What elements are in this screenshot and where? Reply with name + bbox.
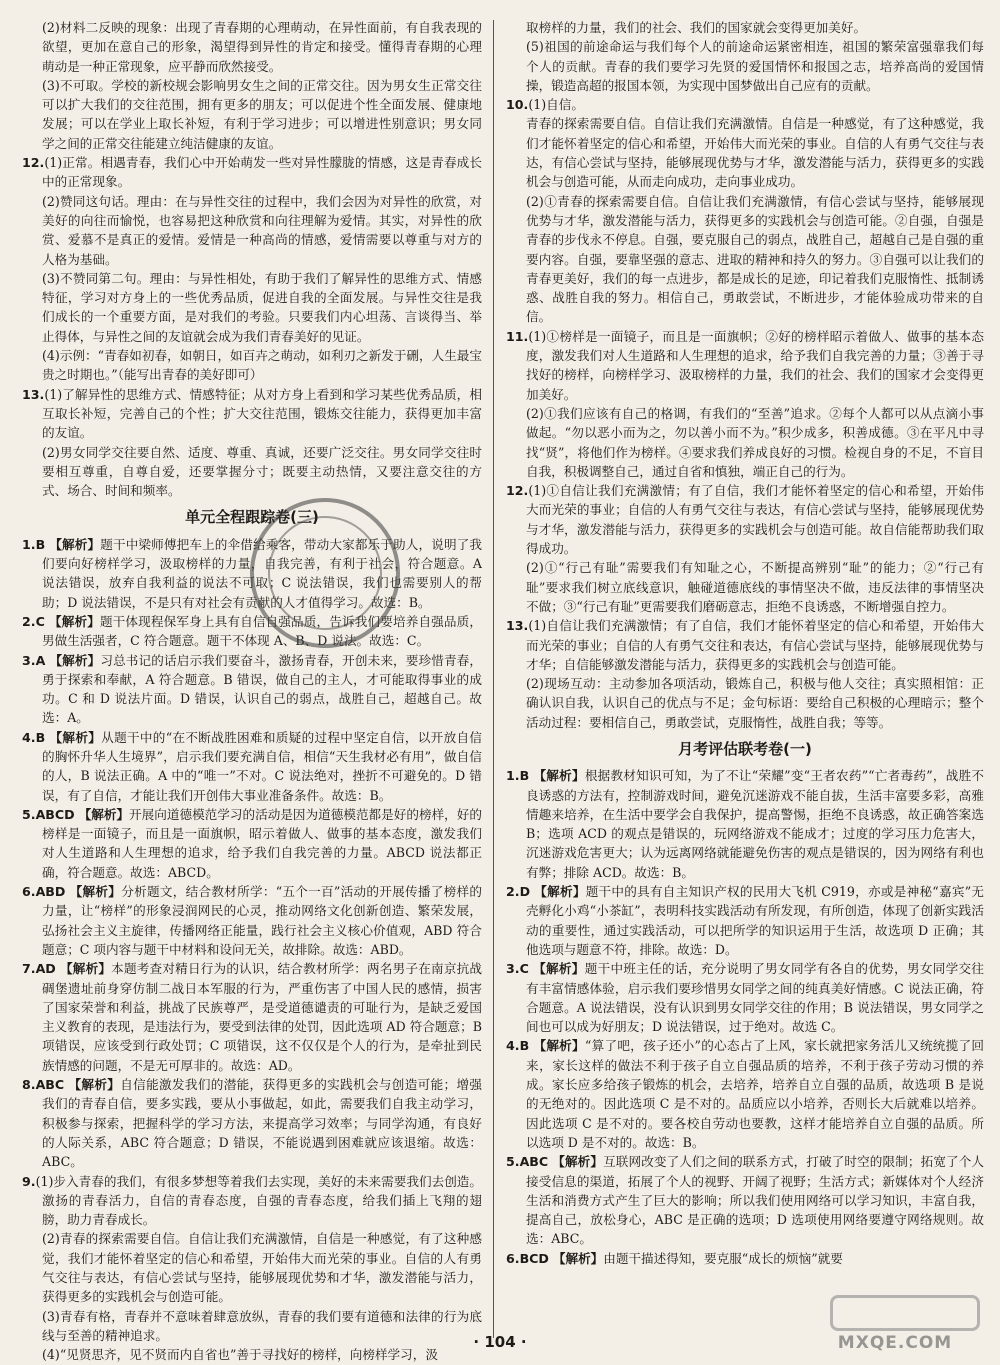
question-11 <box>506 327 984 481</box>
paragraph: (2)现场互动：主动参加各项活动，锻炼自己，积极与他人交往；真实照相馆：正确认识自我，认识自己的优点与不足；金句标语：要给自己积极的心理暗示；整个活动过程：要相信自己，勇敢尝试，克服惰性，战胜自我；等等。 <box>526 676 984 730</box>
paragraph: (4)示例：“青春如初春，如朝日，如百卉之萌动，如利刃之新发于硎，人生最宝贵之时期也。”（能写出青春的美好即可） <box>42 348 482 383</box>
answer-item: 4.B 【解析】“算了吧，孩子还小”的心态占了上风，家长就把家务活儿又统统揽了回来，家长这样的做法不利于孩子自立自强品质的培养，不利于孩子劳动习惯的养成。家长应多给孩子锻炼的机会，去培养，培养自立自强的品质，故选项 B 是说的无绝对的。因此选项 C 是不对的。品质应以小培养，否则长大后就难以培养。因此选项 C 是不对的。要各校自劳动也要教，这样才能培养自立自强的品质。所以选项 D 是不对的。故选：B。 <box>506 1038 984 1150</box>
answer-item: 4.B 【解析】从题干中的“在不断战胜困难和质疑的过程中坚定自信，以开放自信的胸怀升华人生境界”，启示我们要充满自信，相信“天生我材必有用”，做自信的人，B 说法正确。A 中的“唯一”不对。C 说法绝对，挫折不可避免的。D 错误，有了自信，才能让我们开创伟大事业准备条件。故选：B。 <box>22 729 482 803</box>
paragraph: (4)“见贤思齐，见不贤而内自省也”善于寻找好的榜样，向榜样学习，汲 <box>42 1347 438 1363</box>
question-number: 12. <box>22 155 45 171</box>
answer-item: 5.ABC 【解析】互联网改变了人们之间的联系方式，打破了时空的限制；拓宽了个人接受信息的渠道，拓展了个人的视野、开阔了视野；生活方式；新媒体对个人经济生活和消费方式产生了巨大的影响；所以我们使用网络可以学习知识，丰富自我，提高自己，放松身心，ABC 是正确的选项；D 选项使用网络要遵守网络规则。故选：ABC。 <box>506 1154 985 1247</box>
answer-item: 6.BCD 【解析】由题干描述得知，要克服“成长的烦恼”就要 <box>506 1250 843 1266</box>
question-number: 12. <box>506 483 529 499</box>
section-title: 单元全程跟踪卷(三) <box>185 508 319 527</box>
question-13 <box>22 385 482 501</box>
paragraph: (1)①榜样是一面镜子，而且是一面旗帜；②好的榜样昭示着做人、做事的基本态度，激发我们对人生道路和人生理想的追求，给予我们自我完善的力量；③善于寻找好的榜样，向榜样学习、汲取榜样的力量，我们的社会、我们的国家才会变得更加美好。 <box>526 328 984 402</box>
page-number: · 104 · <box>473 1333 527 1351</box>
paragraph: (1)正常。相遇青春，我们心中开始萌发一些对异性朦胧的情感，这是青春成长中的正常现象。 <box>42 155 482 190</box>
answer-item: 7.AD 【解析】本题考查对精日行为的认识，结合教材所学：两名男子在南京抗战碉堡遗址前身穿仿制二战日本军服的行为，严重伤害了中国人民的感情，损害了国家荣誉和利益，挑战了民族尊严，是受道德谴责的可耻行为，是缺乏爱国主义教育的表现，是违法行为，要受到法律的处罚，因此选项 AD 符合题意；B 项错误，应该受到行政处罚；C 项错误，这不仅仅是个人的行为，是牵扯到民族情感的问题，不是无可厚非的。故选：AD。 <box>22 961 483 1073</box>
paragraph: 取榜样的力量，我们的社会、我们的国家就会变得更加美好。 <box>526 20 867 35</box>
question-13 <box>506 616 984 732</box>
right-column <box>506 18 984 1268</box>
paragraph: (2)材料二反映的现象：出现了青春期的心理萌动，在异性面前，有自我表现的欲望，更加在意自己的形象，渴望得到异性的肯定和接受。懂得青春期的心理萌动是一种正常现象，应平静而欣然接受。 <box>42 20 482 74</box>
paragraph: (3)青春有格，青春并不意味着肆意放纵，青春的我们要有道德和法律的行为底线与至善的精神追求。 <box>42 1308 482 1343</box>
answer-item: 1.B 【解析】根据教材知识可知，为了不让“荣耀”变“王者农药”“亡者毒药”，战胜不良诱惑的方法有，控制游戏时间，避免沉迷游戏不能自拔，生活丰富要多彩，高雅情趣来培养，在生活中要学会自我保护，提高警惕，拒绝不良诱惑，故正确答案选 B；选项 ACD 的观点是错误的，玩网络游戏不能成才；过度的学习压力危害大，沉迷游戏危害更大；认为远离网络就能避免伤害的观点是错误的，因为网络有利也有弊；排除 ACD。故选：B。 <box>506 768 984 880</box>
paragraph: (3)不赞同第二句。理由：与异性相处，有助于我们了解异性的思维方式、情感特征，学习对方身上的一些优秀品质，促进自我的全面发展。与异性交往是我们成长的一个重要方面，是对我们的考验。只要我们内心坦荡、言谈得当、举止得体，与异性之间的友谊就会成为我们青春美好的见证。 <box>42 270 482 344</box>
paragraph: (2)①我们应该有自己的格调，有我们的“至善”追求。②每个人都可以从点滴小事做起。“勿以恶小而为之，勿以善小而不为。”积少成多，积善成德。③在平凡中寻找“贤”，将他们作为榜样。④要求我们养成良好的习惯。检视自身的不足，不盲目自我，积极调整自己，通过自省和慎独，端正自己的行为。 <box>526 405 984 479</box>
watermark-url: MXQE.COM <box>837 1333 953 1353</box>
paragraph: (1)自信让我们充满激情；有了自信，我们才能怀着坚定的信心和希望，开始伟大而光荣的事业；自信的人有勇气交往和表达，有信心尝试与坚持，能够展现优势与才华；自信能够激发潜能与活力，获得更多的实践机会与创造可能。 <box>526 618 984 672</box>
answer-item: 5.ABCD 【解析】开展向道德模范学习的活动是因为道德模范都是好的榜样，好的榜样是一面镜子，而且是一面旗帜，昭示着做人、做事的基本态度，激发我们对人生道路和人生理想的追求，给予我们自我完善的力量。ABCD 说法都正确，符合题意。故选：ABCD。 <box>22 806 482 880</box>
answer-list <box>22 535 482 1172</box>
left-column <box>22 18 482 1364</box>
answer-item: 6.ABD 【解析】分析题文，结合教材所学：“五个一百”活动的开展传播了榜样的力量，让“榜样”的形象浸润网民的心灵，推动网络文化创新创造、繁荣发展，弘扬社会主义主旋律，传播网络正能量，践行社会主义核心价值观，ABD 符合题意；C 项内容与题干中材料和设问无关，故排除。故选：ABD。 <box>22 884 482 957</box>
paragraph: (1)自信。 <box>528 97 584 113</box>
paragraph: (1)步入青春的我们，有很多梦想等着我们去实现，美好的未来需要我们去创造。激扬的青春活力，自信的青春态度，自强的青春态度，给我们插上飞翔的翅膀，助力青春成长。 <box>35 1173 482 1228</box>
section-title: 月考评估联考卷(一) <box>678 739 812 758</box>
paragraph: (2)青春的探索需要自信。自信让我们充满激情，自信是一种感觉，有了这种感觉，我们才能怀着坚定的信心和希望，开始伟大而光荣的事业。自信的人有勇气交往与表达，有信心尝试与坚持，能够展现优势和才华，激发潜能与活力，获得更多的实践机会与创造可能。 <box>42 1231 482 1305</box>
question-number: 9. <box>22 1173 36 1189</box>
paragraph: (2)赞同这句话。理由：在与异性交往的过程中，我们会因为对异性的欣赏，对美好的向往而愉悦，也容易把这种欣赏和向往理解为爱情。其实，对异性的欣赏、爱慕不是真正的爱情。爱情是一种高尚的情感，爱情需要以尊重与对方的人格为基础。 <box>42 193 482 267</box>
answer-item: 8.ABC 【解析】自信能激发我们的潜能，获得更多的实践机会与创造可能；增强我们的青春自信，要多实践，要从小事做起，如此，需要我们自我主动学习，积极参与探索，把握科学的学习方法，来提高学习效率；与同学沟通，有良好的人际关系，ABC 符合题意；D 错误，不能说遇到困难就应该退缩。故选：ABC。 <box>22 1077 482 1170</box>
question-number: 11. <box>506 328 529 344</box>
question-10 <box>506 95 984 327</box>
answer-list <box>506 766 984 1268</box>
question-number: 13. <box>506 618 529 634</box>
answer-item: 2.D 【解析】题干中的具有自主知识产权的民用大飞机 C919，亦或是神秘“嘉宾”无壳孵化小鸡“小茶缸”，表明科技实践活动有所发现，有所创造，体现了创新实践活动的重要性，通过实践活动，可以把所学的知识运用于生活，故选项 D 正确；其他选项与题意不符，排除。故选：D。 <box>506 884 984 957</box>
column-divider <box>493 20 494 1338</box>
paragraph: (3)不可取。学校的新校规会影响男女生之间的正常交往。因为男女生正常交往可以扩大我们的交往范围，拥有更多的朋友；可以促进个性全面发展、健康地发展；可以在学业上取长补短，有利于学习进步；可以增进性别意识；男女同学之间的正常交往能建立纯洁健康的友谊。 <box>42 77 482 151</box>
question-number: 10. <box>506 97 529 113</box>
paragraph: (1)了解异性的思维方式、情感特征；从对方身上看到和学习某些优秀品质，相互取长补短，完善自己的个性；扩大交往范围，锻炼交往能力，获得更加丰富的友谊。 <box>42 386 482 441</box>
paragraph: (5)祖国的前途命运与我们每个人的前途命运紧密相连，祖国的繁荣富强靠我们每个人的贡献。青春的我们要学习先贤的爱国情怀和报国之志，培养高尚的爱国情操，锻造高超的报国本领，为实现中国梦做出自己应有的贡献。 <box>526 39 984 93</box>
answer-item: 1.B 【解析】题干中梁师傅把车上的伞借给乘客，带动大家都乐于助人，说明了我们要向好榜样学习，汲取榜样的力量，自我完善，有利于社会，符合题意。A 说法错误，放弃自我利益的说法不可取；C 说法错误，我们也需要别人的帮助；D 说法错误，不是只有对社会有贡献的人才值得学习。故选：B。 <box>22 536 482 610</box>
question-number: 13. <box>22 386 45 402</box>
answer-item: 3.C 【解析】题干中班主任的话，充分说明了男女同学有各自的优势，男女同学交往有丰富情感体验，启示我们要珍惜男女同学之间的纯真美好情感。C 说法正确，符合题意。A 说法错误，没有认识到男女同学交往的作用；B 说法错误，男女同学之间也可以成为好朋友；D 说法错误，过于绝对。故选 C。 <box>506 961 984 1035</box>
answer-item: 2.C 【解析】题干体现程保军身上具有自信自强品质，告诉我们要培养自强品质，男做生活强者，C 符合题意。题干不体现 A、B、D 说法。故选：C。 <box>22 613 483 649</box>
question-12 <box>22 153 482 385</box>
answer-item: 3.A 【解析】习总书记的话启示我们要奋斗，激扬青春，开创未来，要珍惜青春，勇于探索和奉献，A 符合题意。B 错误，做自己的主人，才可能取得事业的成功。C 和 D 说法片面。D 错误，认识自己的弱点，战胜自己，超越自己。故选：A。 <box>22 652 482 726</box>
paragraph: (2)①青春的探索需要自信。自信让我们充满激情，有信心尝试与坚持，能够展现优势与才华，激发潜能与活力，获得更多的实践机会与创造可能。②自强，自强是青春的步伐永不停息。自强，要克服自己的弱点，战胜自己，超越自己是自强的重要内容。自强，要靠坚强的意志、进取的精神和持久的努力。③自强可以让我们的青春更美好，我们的每一点进步，都是成长的足迹，印记着我们克服惰性、抵制诱惑、战胜自我的努力。相信自己，勇敢尝试，不断进步，才能体验成功带来的自信。 <box>526 193 984 325</box>
paragraph: (2)①“行己有耻”需要我们有知耻之心，不断提高辨别“耻”的能力；②“行己有耻”要求我们树立底线意识，触碰道德底线的事情坚决不做，违反法律的事情坚决不做；③“行己有耻”更需要我们磨砺意志，拒绝不良诱惑，不断增强自控力。 <box>526 560 984 614</box>
watermark-badge <box>830 1295 980 1331</box>
paragraph: (1)①自信让我们充满激情；有了自信，我们才能怀着坚定的信心和希望，开始伟大而光荣的事业；自信的人有勇气交往与表达，有信心尝试与坚持，能够展现优势与才华，激发潜能与活力，获得更多的实践机会与创造可能。故自信能帮助我们取得成功。 <box>526 483 984 557</box>
paragraph: 青春的探索需要自信。自信让我们充满激情。自信是一种感觉，有了这种感觉，我们才能怀着坚定的信心和希望，开始伟大而光荣的事业。自信的人有勇气交往与表达，有信心尝试与坚持，能够展现优势与才华，激发潜能与活力，获得更多的实践机会与创造可能，从而走向成功，走向事业成功。 <box>526 116 984 190</box>
question-12 <box>506 481 984 616</box>
paragraph: (2)男女同学交往要自然、适度、尊重、真诚，还要广泛交往。男女同学交往时要相互尊重，自尊自爱，还要掌握分寸；既要主动热情，又要注意交往的方式、场合、时间和频率。 <box>42 444 482 499</box>
